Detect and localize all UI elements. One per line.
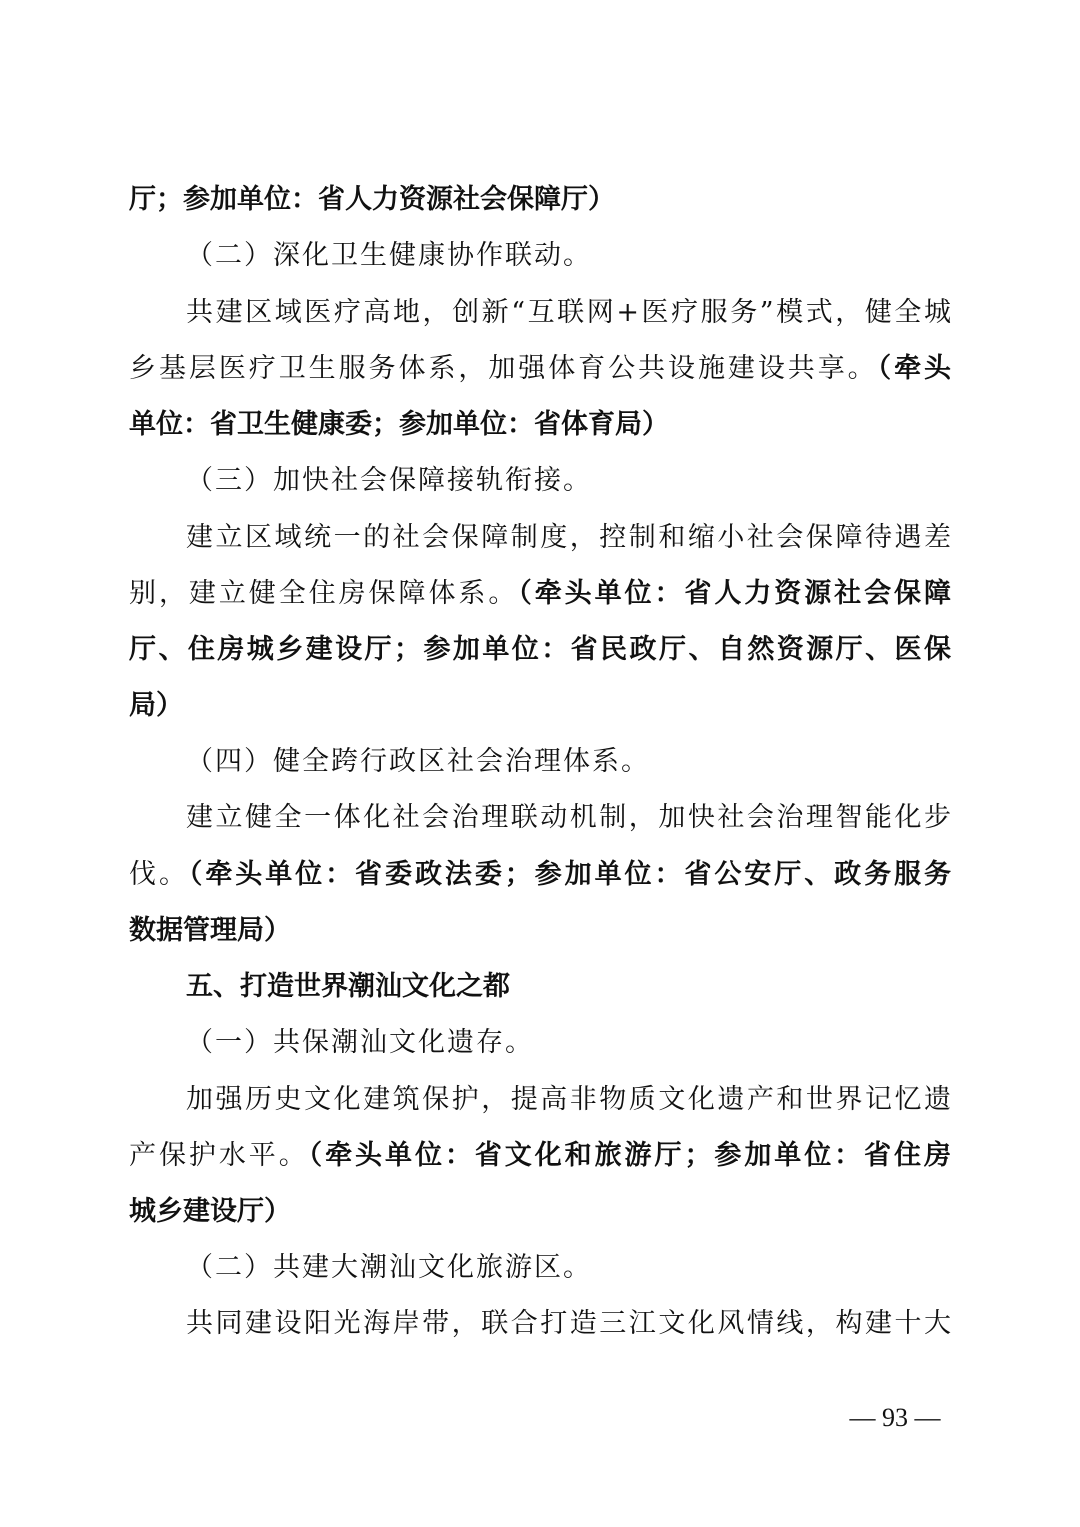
- subheading-text: （一）共保潮汕文化遗存。: [186, 1027, 534, 1058]
- subheading-2-2: [186, 228, 951, 284]
- subheading-5-1: [186, 1015, 951, 1071]
- lead-unit-text: 数据管理局）: [129, 915, 291, 946]
- text-line-9: [129, 622, 951, 678]
- body-text: 别，建立健全住房保障体系。: [129, 578, 519, 609]
- section-heading-5: [186, 959, 951, 1015]
- text-line-7: [186, 510, 951, 566]
- body-text: 共建区域医疗高地，创新“互联网+医疗服务”模式，健全城: [186, 297, 951, 328]
- page-number: — 93 —: [849, 1403, 941, 1432]
- subheading-text: （二）共建大潮汕文化旅游区。: [186, 1252, 592, 1283]
- body-text: 建立区域统一的社会保障制度，控制和缩小社会保障待遇差: [186, 522, 951, 553]
- text-line-17: [186, 1072, 951, 1128]
- body-text: 建立健全一体化社会治理联动机制，加快社会治理智能化步: [186, 802, 951, 833]
- text-line-12: [186, 790, 951, 846]
- lead-unit-text: 厅、住房城乡建设厅；参加单位：省民政厅、自然资源厅、医保: [129, 634, 951, 665]
- subheading-2-4: [186, 734, 951, 790]
- body-text: 伐。: [129, 859, 189, 890]
- body-text: 共同建设阳光海岸带，联合打造三江文化风情线，构建十大: [186, 1308, 951, 1339]
- subheading-2-3: [186, 453, 951, 509]
- text-line-1: [129, 172, 951, 228]
- lead-unit-text: 厅；参加单位：省人力资源社会保障厅）: [129, 184, 615, 215]
- subheading-text: （三）加快社会保障接轨衔接。: [186, 465, 592, 496]
- body-text: 加强历史文化建筑保护，提高非物质文化遗产和世界记忆遗: [186, 1084, 951, 1115]
- subheading-text: （二）深化卫生健康协作联动。: [186, 240, 592, 271]
- text-line-3: [186, 285, 951, 341]
- text-line-4: [129, 341, 951, 397]
- text-line-5: [129, 397, 951, 453]
- text-line-14: [129, 903, 951, 959]
- lead-unit-text: （牵头单位：省文化和旅游厅；参加单位：省住房: [308, 1140, 951, 1171]
- text-line-18: [129, 1128, 951, 1184]
- body-text: 产保护水平。: [129, 1140, 309, 1171]
- subheading-5-2: [186, 1240, 951, 1296]
- subheading-text: （四）健全跨行政区社会治理体系。: [186, 746, 650, 777]
- text-line-21: [186, 1296, 951, 1352]
- lead-unit-text: 单位：省卫生健康委；参加单位：省体育局）: [129, 409, 669, 440]
- body-text: 乡基层医疗卫生服务体系，加强体育公共设施建设共享。: [129, 353, 878, 384]
- text-line-19: [129, 1184, 951, 1240]
- section-heading-text: 五、打造世界潮汕文化之都: [186, 971, 510, 1002]
- lead-unit-text: （牵头: [877, 353, 951, 384]
- text-line-8: [129, 566, 951, 622]
- lead-unit-text: （牵头单位：省人力资源社会保障: [518, 578, 951, 609]
- lead-unit-text: 局）: [129, 690, 183, 721]
- lead-unit-text: （牵头单位：省委政法委；参加单位：省公安厅、政务服务: [188, 859, 951, 890]
- lead-unit-text: 城乡建设厅）: [129, 1196, 291, 1227]
- text-line-10: [129, 678, 951, 734]
- text-line-13: [129, 847, 951, 903]
